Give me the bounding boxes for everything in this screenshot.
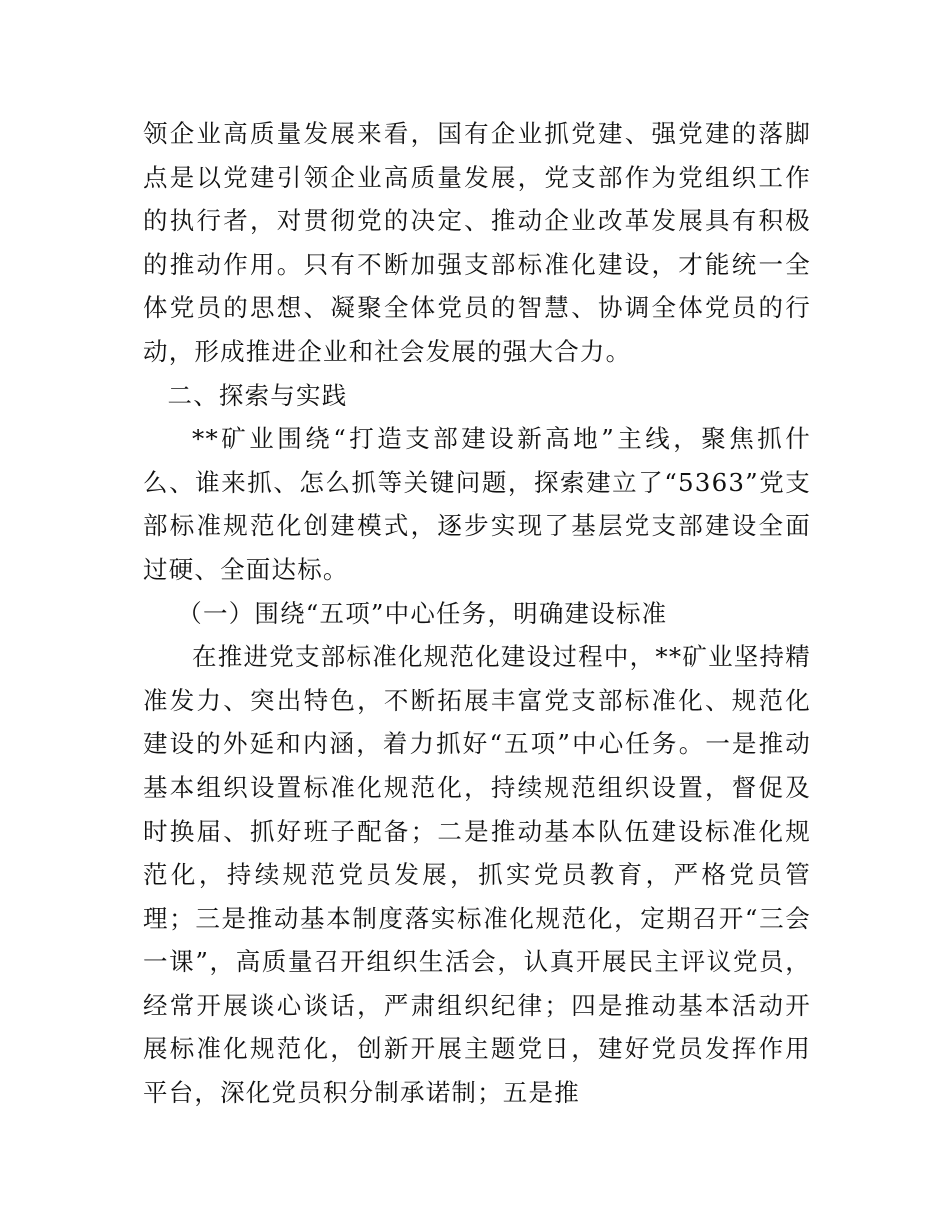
section-heading: 二、探索与实践 bbox=[167, 380, 348, 410]
paragraph-intro: **矿业围绕“打造支部建设新高地”主线，聚焦抓什么、谁来抓、怎么抓等关键问题，探索建立了“5363”党支部标准规范化创建模式，逐步实现了基层党支部建设全面过硬、全面达标。 bbox=[143, 424, 811, 584]
subsection-heading: （一）围绕“五项”中心任务，明确建设标准 bbox=[177, 598, 668, 628]
paragraph-continued: 领企业高质量发展来看，国有企业抓党建、强党建的落脚点是以党建引领企业高质量发展，党支部作为党组织工作的执行者，对贯彻党的决定、推动企业改革发展具有积极的推动作用。只有不断加强支部标准化建设，才能统一全体党员的思想、凝聚全体党员的智慧、协调全体党员的行动，形成推进企业和社会发展的强大合力。 bbox=[143, 119, 811, 366]
document-body bbox=[143, 112, 811, 1115]
paragraph-body: 在推进党支部标准化规范化建设过程中，**矿业坚持精准发力、突出特色，不断拓展丰富党支部标准化、规范化建设的外延和内涵，着力抓好“五项”中心任务。一是推动基本组织设置标准化规范化，持续规范组织设置，督促及时换届、抓好班子配备；二是推动基本队伍建设标准化规范化，持续规范党员发展，抓实党员教育，严格党员管理；三是推动基本制度落实标准化规范化，定期召开“三会一课”，高质量召开组织生活会，认真开展民主评议党员，经常开展谈心谈话，严肃组织纪律；四是推动基本活动开展标准化规范化，创新开展主题党日，建好党员发挥作用平台，深化党员积分制承诺制；五是推 bbox=[143, 642, 811, 1108]
